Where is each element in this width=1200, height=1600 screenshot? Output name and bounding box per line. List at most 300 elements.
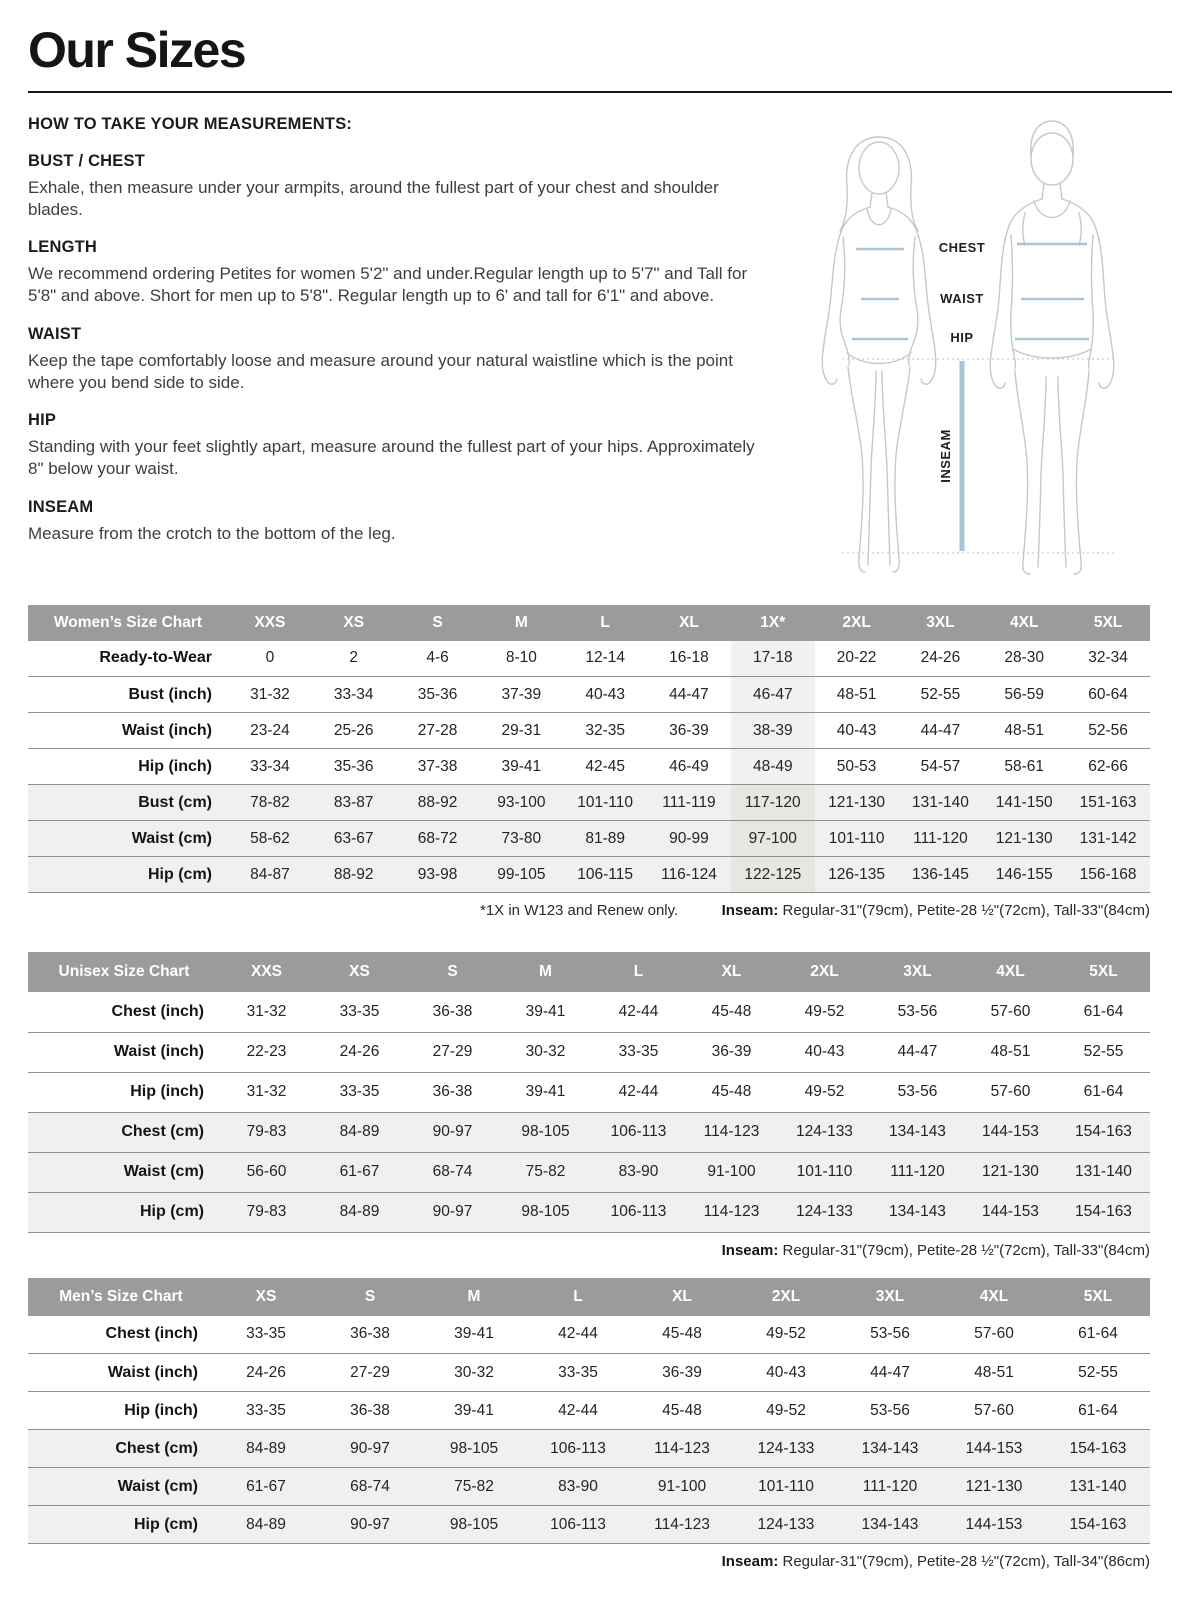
row-label: Waist (cm) (131, 829, 212, 847)
column-header: M (499, 952, 592, 992)
section-title: LENGTH (28, 238, 98, 257)
size-cell: 111-120 (862, 1477, 918, 1495)
waist-label: WAIST (940, 290, 984, 306)
size-cell: 97-100 (731, 821, 815, 857)
size-cell: 122-125 (731, 857, 815, 893)
size-cell: 154-163 (1075, 1203, 1132, 1220)
measurement-section-length (28, 238, 766, 308)
size-cell: 33-35 (246, 1325, 286, 1343)
size-cell: 90-97 (432, 1123, 473, 1140)
size-cell: 98-105 (521, 1123, 570, 1140)
size-cell: 114-123 (703, 1203, 760, 1220)
size-cell: 49-52 (766, 1325, 806, 1343)
size-cell: 2 (349, 649, 359, 667)
size-cell: 48-51 (836, 685, 877, 703)
size-cell: 101-110 (796, 1163, 853, 1180)
unisex-inseam-footnote (722, 1242, 1150, 1259)
size-cell: 4-6 (426, 649, 449, 667)
size-cell: 37-38 (417, 757, 458, 775)
size-cell: 106-113 (610, 1123, 667, 1140)
size-cell: 56-60 (246, 1163, 287, 1180)
size-cell: 88-92 (333, 865, 374, 883)
size-cell: 53-56 (870, 1401, 910, 1419)
column-header: S (406, 952, 499, 992)
size-cell: 121-130 (995, 829, 1053, 847)
size-cell: 78-82 (250, 793, 290, 811)
size-cell: 101-110 (577, 793, 634, 811)
size-cell: 106-113 (550, 1515, 606, 1533)
size-cell: 61-64 (1083, 1002, 1124, 1020)
measurement-figure-wrap (766, 113, 1172, 585)
size-cell: 79-83 (246, 1203, 287, 1220)
section-title: HIP (28, 411, 57, 430)
size-cell: 58-62 (250, 829, 290, 847)
section-body: Measure from the crotch to the bottom of the leg. (28, 523, 396, 543)
size-cell: 73-80 (501, 829, 542, 847)
size-cell: 45-48 (711, 1002, 752, 1020)
column-header: L (526, 1278, 630, 1316)
man-outline (990, 121, 1114, 574)
size-cell: 37-39 (501, 685, 542, 703)
row-label: Chest (inch) (105, 1325, 198, 1343)
table-row (28, 1354, 1150, 1392)
section-title: BUST / CHEST (28, 151, 145, 170)
table-row (28, 1032, 1150, 1072)
section-title: WAIST (28, 324, 82, 343)
women-inseam-footnote (722, 902, 1150, 919)
table-row (28, 785, 1150, 821)
size-cell: 31-32 (246, 1083, 287, 1100)
table-row (28, 1316, 1150, 1354)
size-cell: 16-18 (669, 649, 709, 667)
size-cell: 42-44 (618, 1002, 659, 1020)
chest-label: CHEST (938, 239, 986, 255)
row-label: Chest (cm) (115, 1439, 198, 1457)
row-label: Hip (inch) (124, 1401, 198, 1419)
size-cell: 35-36 (333, 757, 374, 775)
table-row (28, 1468, 1150, 1506)
size-cell: 40-43 (585, 685, 625, 703)
size-cell: 32-35 (585, 721, 625, 739)
table-row (28, 677, 1150, 713)
size-cell: 53-56 (870, 1325, 910, 1343)
size-cell: 40-43 (804, 1043, 845, 1060)
size-cell: 52-56 (1088, 721, 1128, 739)
column-header: 2XL (778, 952, 871, 992)
size-cell: 24-26 (920, 649, 961, 667)
size-cell: 44-47 (920, 721, 961, 739)
intro-section (28, 113, 1172, 585)
size-cell: 57-60 (990, 1083, 1031, 1100)
size-cell: 45-48 (662, 1325, 702, 1343)
measurement-section-inseam (28, 498, 766, 545)
size-cell: 52-55 (920, 685, 961, 703)
size-cell: 36-38 (432, 1083, 473, 1100)
column-header: 4XL (942, 1278, 1046, 1316)
row-label: Waist (cm) (123, 1163, 204, 1180)
table-row (28, 1192, 1150, 1232)
table-row (28, 1392, 1150, 1430)
section-body: Keep the tape comfortably loose and measure around your natural waistline which is the point where you bend side to side. (28, 350, 733, 392)
size-cell: 30-32 (454, 1363, 494, 1381)
size-cell: 141-150 (995, 793, 1053, 811)
column-header: 5XL (1046, 1278, 1150, 1316)
size-cell: 84-89 (246, 1515, 286, 1533)
size-cell: 114-123 (703, 1123, 760, 1140)
measurement-instructions (28, 113, 766, 585)
size-cell: 134-143 (889, 1203, 946, 1220)
size-cell: 60-64 (1088, 685, 1128, 703)
size-cell: 27-28 (417, 721, 458, 739)
size-cell: 61-67 (339, 1163, 380, 1180)
size-cell: 154-163 (1069, 1439, 1127, 1457)
size-cell: 90-97 (350, 1515, 390, 1533)
inseam-footnote-text: Regular-31"(79cm), Petite-28 ½"(72cm), Tall-33"(84cm) (778, 1241, 1150, 1259)
size-cell: 79-83 (246, 1123, 287, 1140)
table-row (28, 821, 1150, 857)
men-table-footnotes (28, 1553, 1150, 1577)
row-label: Hip (inch) (130, 1083, 204, 1100)
men-inseam-footnote (722, 1553, 1150, 1570)
size-cell: 131-140 (1069, 1477, 1127, 1495)
size-cell: 27-29 (432, 1043, 473, 1060)
row-label: Ready-to-Wear (99, 649, 212, 667)
row-label: Hip (inch) (138, 757, 212, 775)
size-cell: 36-38 (432, 1002, 473, 1020)
column-header: M (422, 1278, 526, 1316)
inseam-footnote-text: Regular-31"(79cm), Petite-28 ½"(72cm), Tall-33"(84cm) (778, 902, 1150, 919)
size-cell: 36-38 (350, 1325, 390, 1343)
size-cell: 124-133 (757, 1439, 815, 1457)
row-label: Chest (cm) (121, 1123, 204, 1140)
size-cell: 68-72 (417, 829, 458, 847)
size-cell: 68-74 (350, 1477, 390, 1495)
size-cell: 98-105 (449, 1515, 499, 1533)
inseam-footnote-text: Regular-31"(79cm), Petite-28 ½"(72cm), Tall-34"(86cm) (778, 1553, 1150, 1570)
column-header: XL (630, 1278, 734, 1316)
size-cell: 121-130 (828, 793, 886, 811)
woman-outline (822, 137, 936, 572)
size-cell: 40-43 (836, 721, 877, 739)
size-cell: 134-143 (889, 1123, 946, 1140)
size-cell: 56-59 (1004, 685, 1045, 703)
size-cell: 75-82 (454, 1477, 494, 1495)
size-cell: 48-51 (1004, 721, 1045, 739)
size-cell: 131-140 (1075, 1163, 1132, 1180)
size-cell: 0 (265, 649, 275, 667)
size-cell: 17-18 (731, 641, 815, 677)
size-cell: 62-66 (1088, 757, 1128, 775)
column-header: 3XL (838, 1278, 942, 1316)
size-cell: 36-39 (662, 1363, 702, 1381)
table-row (28, 1072, 1150, 1112)
size-cell: 124-133 (757, 1515, 815, 1533)
size-cell: 84-87 (250, 865, 290, 883)
size-cell: 61-67 (246, 1477, 286, 1495)
size-cell: 114-123 (654, 1515, 710, 1533)
size-cell: 42-44 (618, 1083, 659, 1100)
size-cell: 44-47 (897, 1043, 938, 1060)
column-header: 4XL (964, 952, 1057, 992)
row-label: Waist (inch) (121, 721, 212, 739)
size-cell: 91-100 (657, 1477, 707, 1495)
size-cell: 144-153 (965, 1439, 1023, 1457)
size-cell: 33-35 (558, 1363, 598, 1381)
size-cell: 93-98 (417, 865, 458, 883)
column-header: XL (685, 952, 778, 992)
size-cell: 49-52 (804, 1083, 845, 1100)
column-header: 2XL (734, 1278, 838, 1316)
size-cell: 33-34 (250, 757, 290, 775)
measurement-section-waist (28, 325, 766, 395)
table-row (28, 1506, 1150, 1544)
row-label: Waist (inch) (113, 1043, 204, 1060)
size-cell: 39-41 (454, 1325, 494, 1343)
size-cell: 124-133 (796, 1203, 853, 1220)
row-label: Waist (cm) (117, 1477, 198, 1495)
size-cell: 106-113 (550, 1439, 606, 1457)
reference-dotted-lines (842, 359, 1116, 553)
size-cell: 39-41 (525, 1002, 566, 1020)
section-body: Exhale, then measure under your armpits, around the fullest part of your chest and shoulder blades. (28, 177, 719, 219)
size-cell: 46-49 (669, 757, 709, 775)
size-cell: 81-89 (585, 829, 625, 847)
size-cell: 111-120 (913, 829, 968, 847)
table-title: Unisex Size Chart (28, 952, 220, 992)
table-row (28, 749, 1150, 785)
size-cell: 117-120 (731, 785, 815, 821)
table-title: Women’s Size Chart (28, 605, 228, 641)
size-cell: 83-87 (333, 793, 374, 811)
column-header: XL (647, 605, 731, 641)
row-label: Waist (inch) (107, 1363, 198, 1381)
size-cell: 136-145 (911, 865, 969, 883)
men-size-chart-table (28, 1278, 1150, 1545)
table-row (28, 713, 1150, 749)
measurement-figure-illustration (784, 113, 1154, 585)
size-cell: 33-35 (339, 1002, 380, 1020)
size-cell: 101-110 (828, 829, 885, 847)
size-cell: 93-100 (497, 793, 546, 811)
column-header: 4XL (982, 605, 1066, 641)
size-cell: 124-133 (796, 1123, 853, 1140)
size-cell: 28-30 (1004, 649, 1045, 667)
row-label: Chest (inch) (111, 1002, 204, 1020)
column-header: XS (214, 1278, 318, 1316)
table-row (28, 1112, 1150, 1152)
size-cell: 151-163 (1079, 793, 1137, 811)
size-cell: 35-36 (417, 685, 458, 703)
size-cell: 61-64 (1083, 1083, 1124, 1100)
row-label: Bust (cm) (138, 793, 212, 811)
size-cell: 42-44 (558, 1401, 598, 1419)
column-header: 3XL (871, 952, 964, 992)
hip-label: HIP (950, 329, 974, 345)
size-cell: 154-163 (1069, 1515, 1127, 1533)
size-cell: 101-110 (758, 1477, 814, 1495)
size-cell: 33-35 (618, 1043, 659, 1060)
size-cell: 121-130 (982, 1163, 1039, 1180)
size-cell: 32-34 (1088, 649, 1128, 667)
page-title: Our Sizes (28, 22, 246, 78)
unisex-size-chart-table (28, 952, 1150, 1233)
size-cell: 98-105 (521, 1203, 570, 1220)
inseam-footnote-label: Inseam: (721, 902, 779, 919)
size-cell: 114-123 (654, 1439, 710, 1457)
size-cell: 111-119 (662, 793, 716, 811)
table-row (28, 857, 1150, 893)
size-cell: 63-67 (333, 829, 374, 847)
size-cell: 106-113 (610, 1203, 667, 1220)
size-cell: 98-105 (449, 1439, 499, 1457)
size-cell: 8-10 (505, 649, 537, 667)
size-cell: 44-47 (870, 1363, 910, 1381)
size-cell: 40-43 (766, 1363, 806, 1381)
size-cell: 57-60 (974, 1325, 1014, 1343)
inseam-footnote-label: Inseam: (721, 1241, 779, 1259)
size-cell: 116-124 (661, 865, 717, 883)
size-cell: 42-44 (558, 1325, 598, 1343)
women-1x-footnote: *1X in W123 and Renew only. (480, 902, 679, 919)
measurement-section-hip (28, 411, 766, 481)
size-cell: 57-60 (990, 1002, 1031, 1020)
size-cell: 42-45 (585, 757, 625, 775)
size-cell: 131-142 (1079, 829, 1137, 847)
size-cell: 36-38 (350, 1401, 390, 1419)
measurement-section-bust-chest (28, 152, 766, 222)
column-header: L (592, 952, 685, 992)
size-cell: 57-60 (974, 1401, 1014, 1419)
size-cell: 90-97 (432, 1203, 473, 1220)
row-label: Hip (cm) (140, 1203, 204, 1220)
table-title: Men’s Size Chart (28, 1278, 214, 1316)
size-cell: 121-130 (965, 1477, 1023, 1495)
size-cell: 106-115 (577, 865, 634, 883)
size-cell: 12-14 (585, 649, 625, 667)
size-cell: 33-35 (339, 1083, 380, 1100)
column-header: XXS (220, 952, 313, 992)
size-cell: 53-56 (897, 1002, 938, 1020)
size-cell: 99-105 (497, 865, 546, 883)
column-header: XS (313, 952, 406, 992)
size-cell: 88-92 (417, 793, 458, 811)
size-cell: 83-90 (618, 1163, 659, 1180)
size-cell: 36-39 (669, 721, 709, 739)
size-cell: 53-56 (897, 1083, 938, 1100)
size-cell: 30-32 (525, 1043, 566, 1060)
size-cell: 44-47 (669, 685, 709, 703)
size-cell: 90-99 (669, 829, 709, 847)
size-cell: 24-26 (246, 1363, 286, 1381)
size-cell: 49-52 (766, 1401, 806, 1419)
table-row (28, 992, 1150, 1032)
size-cell: 31-32 (250, 685, 290, 703)
table-row (28, 641, 1150, 677)
size-cell: 39-41 (501, 757, 542, 775)
size-cell: 84-89 (339, 1203, 380, 1220)
size-cell: 144-153 (982, 1203, 1039, 1220)
unisex-table-footnotes (28, 1242, 1150, 1266)
size-cell: 134-143 (861, 1515, 919, 1533)
size-cell: 75-82 (525, 1163, 566, 1180)
size-cell: 144-153 (965, 1515, 1023, 1533)
size-cell: 38-39 (731, 713, 815, 749)
row-label: Hip (cm) (148, 865, 212, 883)
size-cell: 84-89 (339, 1123, 380, 1140)
size-cell: 50-53 (836, 757, 877, 775)
size-cell: 48-51 (990, 1043, 1031, 1060)
size-cell: 68-74 (432, 1163, 473, 1180)
size-cell: 25-26 (333, 721, 374, 739)
size-cell: 61-64 (1078, 1401, 1118, 1419)
table-row (28, 1430, 1150, 1468)
size-cell: 22-23 (246, 1043, 287, 1060)
size-cell: 52-55 (1083, 1043, 1124, 1060)
size-cell: 48-49 (731, 749, 815, 785)
section-body: We recommend ordering Petites for women 5'2" and under.Regular length up to 5'7" and Tall for 5'8" and above. Short for men up to 5'8". Regular length up to 6' and tall for 6'1" and above. (28, 264, 748, 306)
inseam-label: INSEAM (938, 428, 953, 483)
size-cell: 45-48 (711, 1083, 752, 1100)
inseam-footnote-label: Inseam: (721, 1553, 779, 1570)
column-header: S (318, 1278, 422, 1316)
column-header: S (396, 605, 480, 641)
column-header: 5XL (1066, 605, 1150, 641)
size-cell: 126-135 (828, 865, 886, 883)
size-cell: 134-143 (861, 1439, 919, 1457)
size-cell: 33-34 (333, 685, 374, 703)
size-cell: 39-41 (454, 1401, 494, 1419)
size-cell: 23-24 (250, 721, 290, 739)
size-cell: 146-155 (995, 865, 1053, 883)
column-header: 5XL (1057, 952, 1150, 992)
column-header: M (479, 605, 563, 641)
column-header: 3XL (899, 605, 983, 641)
size-cell: 61-64 (1078, 1325, 1118, 1343)
size-cell: 91-100 (707, 1163, 756, 1180)
size-cell: 156-168 (1079, 865, 1137, 883)
section-body: Standing with your feet slightly apart, measure around the fullest part of your hips. Approximately 8" below your waist. (28, 437, 755, 479)
title-divider (28, 91, 1172, 93)
column-header: XS (312, 605, 396, 641)
size-cell: 84-89 (246, 1439, 286, 1457)
size-cell: 20-22 (836, 649, 877, 667)
howto-heading: HOW TO TAKE YOUR MEASUREMENTS: (28, 114, 353, 133)
size-cell: 111-120 (890, 1163, 945, 1180)
size-cell: 54-57 (920, 757, 961, 775)
size-cell: 46-47 (731, 677, 815, 713)
size-cell: 90-97 (350, 1439, 390, 1457)
size-cell: 83-90 (558, 1477, 598, 1495)
size-cell: 144-153 (982, 1123, 1039, 1140)
row-label: Hip (cm) (134, 1515, 198, 1533)
section-title: INSEAM (28, 497, 94, 516)
row-label: Bust (inch) (128, 685, 212, 703)
size-cell: 36-39 (711, 1043, 752, 1060)
size-cell: 48-51 (974, 1363, 1014, 1381)
size-cell: 29-31 (501, 721, 542, 739)
column-header: 1X* (731, 605, 815, 641)
size-cell: 45-48 (662, 1401, 702, 1419)
size-cell: 49-52 (804, 1002, 845, 1020)
women-table-footnotes (28, 902, 1150, 926)
table-row (28, 1152, 1150, 1192)
size-cell: 24-26 (339, 1043, 380, 1060)
column-header: XXS (228, 605, 312, 641)
column-header: L (563, 605, 647, 641)
size-cell: 52-55 (1078, 1363, 1118, 1381)
size-cell: 39-41 (525, 1083, 566, 1100)
size-cell: 131-140 (911, 793, 969, 811)
